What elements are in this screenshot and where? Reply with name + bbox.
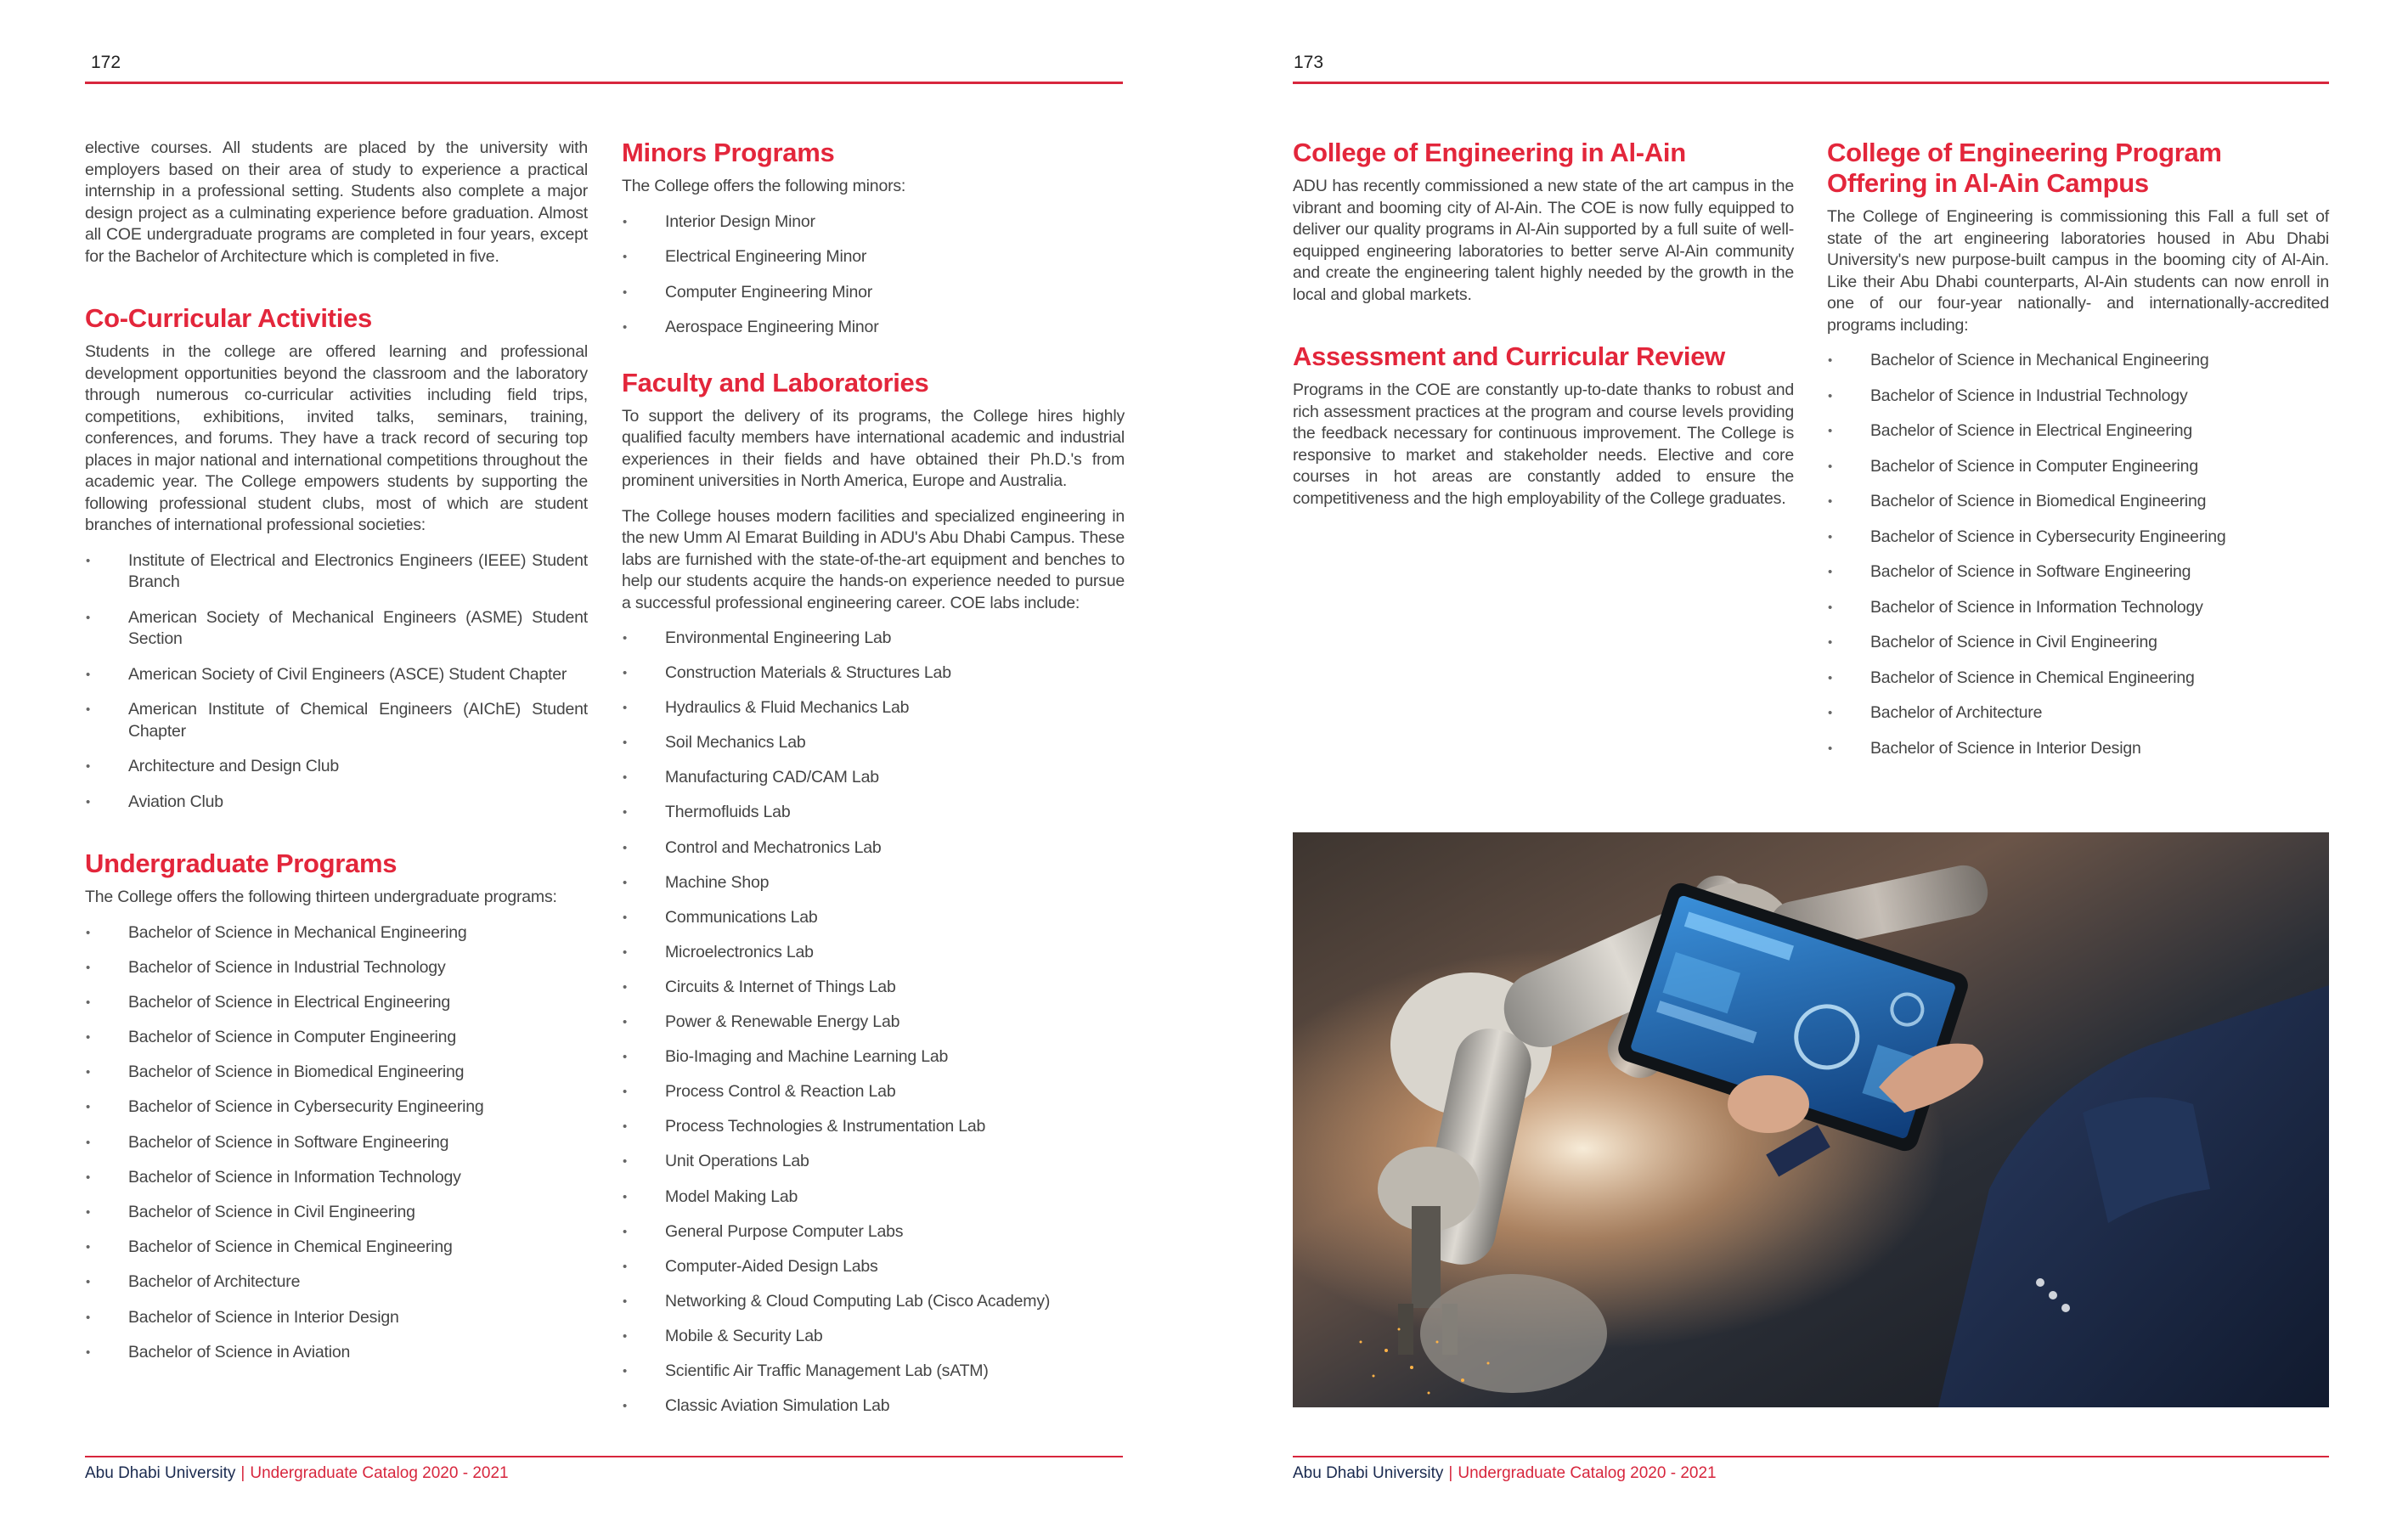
list-item: • American Institute of Chemical Engineers (AIChE) Student Chapter — [85, 699, 588, 742]
list-item: • Networking & Cloud Computing Lab (Cisco Academy) — [622, 1291, 1125, 1313]
footer — [85, 1464, 509, 1483]
labs-list — [622, 628, 1125, 1418]
list-item: • Bachelor of Science in Software Engineering — [1827, 561, 2329, 583]
left-column — [1293, 138, 1794, 510]
list-item: • Bachelor of Science in Electrical Engineering — [1827, 420, 2329, 443]
list-item: • Hydraulics & Fluid Mechanics Lab — [622, 697, 1125, 719]
right-column — [622, 138, 1125, 1418]
list-item: • Bachelor of Science in Information Technology — [85, 1167, 588, 1189]
list-item: • Bachelor of Science in Computer Engineering — [1827, 456, 2329, 478]
list-item: • Computer-Aided Design Labs — [622, 1256, 1125, 1278]
list-item: • Mobile & Security Lab — [622, 1326, 1125, 1348]
right-column — [1827, 138, 2329, 759]
undergraduate-heading: Undergraduate Programs — [85, 848, 398, 878]
co-curricular-paragraph: Students in the college are offered learning and professional development opportunities beyond the classroom and the laboratory through numerous co-curricular activities including field trips, competitions, exhibitions, invited talks, seminars, training, conferences, and forums. They have a track record of securing top places in major national and international competitions throughout the academic year. The College empowers students by supporting the following professional student clubs, most of which are student branches of international professional societies: — [85, 342, 588, 534]
list-item: • Bachelor of Science in Biomedical Engineering — [1827, 491, 2329, 513]
footer-organization: Abu Dhabi University — [85, 1464, 236, 1482]
list-item: • Bachelor of Science in Electrical Engineering — [85, 992, 588, 1014]
list-item: • Bachelor of Science in Industrial Technology — [85, 957, 588, 979]
header-rule — [1293, 82, 2329, 84]
footer-catalog: Undergraduate Catalog 2020 - 2021 — [1458, 1464, 1717, 1482]
list-item: • Thermofluids Lab — [622, 802, 1125, 824]
minors-intro: The College offers the following minors: — [622, 177, 906, 195]
footer-separator: | — [1448, 1464, 1453, 1482]
intro-paragraph: elective courses. All students are placed by the university with employers based on their area of study to experience a practical internship in a professional setting. Students also complete a major design project as a culminating experience before graduation. Almost all COE undergraduate programs are completed in four years, except for the Bachelor of Architecture which is completed in five. — [85, 138, 588, 266]
list-item: • Bachelor of Architecture — [85, 1271, 588, 1294]
list-item: • Communications Lab — [622, 907, 1125, 929]
footer — [1293, 1464, 1717, 1483]
list-item: • Bachelor of Science in Mechanical Engineering — [1827, 350, 2329, 372]
list-item: • Bachelor of Science in Information Technology — [1827, 597, 2329, 619]
list-item: • Architecture and Design Club — [85, 756, 588, 778]
list-item: • Unit Operations Lab — [622, 1151, 1125, 1173]
al-ain-heading: College of Engineering in Al-Ain — [1293, 138, 1686, 167]
footer-catalog: Undergraduate Catalog 2020 - 2021 — [250, 1464, 509, 1482]
minors-heading: Minors Programs — [622, 138, 835, 167]
list-item: • Bachelor of Science in Industrial Technology — [1827, 386, 2329, 408]
assessment-heading: Assessment and Curricular Review — [1293, 341, 1725, 371]
footer-rule — [85, 1456, 1123, 1457]
list-item: • Microelectronics Lab — [622, 942, 1125, 964]
al-ain-paragraph: ADU has recently commissioned a new state of the art campus in the vibrant and booming city of Al-Ain. The COE is now fully equipped to deliver our quality programs in Al-Ain supported by a full suite of well-equipped engineering laboratories to better serve Al-Ain community and create the engineering talent highly needed by the growth in the local and global markets. — [1293, 177, 1794, 304]
list-item: • Bachelor of Science in Civil Engineering — [85, 1202, 588, 1224]
list-item: • Bachelor of Science in Aviation — [85, 1342, 588, 1364]
co-curricular-heading: Co-Curricular Activities — [85, 303, 372, 333]
undergraduate-intro: The College offers the following thirteen undergraduate programs: — [85, 888, 557, 906]
footer-organization: Abu Dhabi University — [1293, 1464, 1444, 1482]
list-item: • Institute of Electrical and Electronics Engineers (IEEE) Student Branch — [85, 550, 588, 594]
al-ain-offering-paragraph: The College of Engineering is commissioning this Fall a full set of state of the art engineering laboratories housed in Abu Dhabi University's new purpose-built campus in the booming city of Al-Ain. Like their Abu Dhabi counterparts, Al-Ain students can now enroll in one of our four-year nationally- and internationally-accredited programs including: — [1827, 207, 2329, 335]
list-item: • Bachelor of Science in Civil Engineering — [1827, 632, 2329, 654]
header-rule — [85, 82, 1123, 84]
list-item: • Bachelor of Science in Chemical Engineering — [85, 1237, 588, 1259]
list-item: • Bio-Imaging and Machine Learning Lab — [622, 1046, 1125, 1068]
footer-separator: | — [240, 1464, 245, 1482]
list-item: • Aerospace Engineering Minor — [622, 317, 1125, 339]
al-ain-offering-heading: College of Engineering Program Offering in Al-Ain Campus — [1827, 138, 2222, 198]
list-item: • Power & Renewable Energy Lab — [622, 1012, 1125, 1034]
list-item: • Bachelor of Science in Cybersecurity Engineering — [1827, 527, 2329, 549]
list-item: • Model Making Lab — [622, 1187, 1125, 1209]
list-item: • General Purpose Computer Labs — [622, 1221, 1125, 1243]
list-item: • Environmental Engineering Lab — [622, 628, 1125, 650]
assessment-paragraph: Programs in the COE are constantly up-to-date thanks to robust and rich assessment practices at the program and course levels providing the feedback necessary for continuous improvement. The College is responsive to market and stakeholder needs. Elective and core courses in hot areas are constantly added to ensure the competitiveness and the high employability of the College graduates. — [1293, 381, 1794, 508]
list-item: • Electrical Engineering Minor — [622, 246, 1125, 268]
undergraduate-programs-list — [85, 922, 588, 1364]
robotics-photo — [1293, 832, 2329, 1407]
list-item: • Control and Mechatronics Lab — [622, 837, 1125, 860]
list-item: • Soil Mechanics Lab — [622, 732, 1125, 754]
faculty-paragraph-1: To support the delivery of its programs, the College hires highly qualified faculty members have international academic and industrial experiences in their fields and have obtained their Ph.D.'s from prominent universities in North America, Europe and Australia. — [622, 406, 1125, 490]
page-number: 173 — [1294, 53, 1324, 72]
clubs-list — [85, 550, 588, 814]
list-item: • Aviation Club — [85, 792, 588, 814]
robotics-photo-illustration — [1293, 832, 2329, 1407]
list-item: • American Society of Mechanical Engineers (ASME) Student Section — [85, 607, 588, 651]
page-number: 172 — [91, 53, 121, 72]
list-item: • Bachelor of Architecture — [1827, 702, 2329, 724]
list-item: • Bachelor of Science in Cybersecurity Engineering — [85, 1096, 588, 1119]
list-item: • Bachelor of Science in Computer Engineering — [85, 1027, 588, 1049]
list-item: • Machine Shop — [622, 872, 1125, 894]
minors-list — [622, 211, 1125, 339]
list-item: • Interior Design Minor — [622, 211, 1125, 234]
list-item: • Scientific Air Traffic Management Lab (sATM) — [622, 1361, 1125, 1383]
list-item: • Bachelor of Science in Interior Design — [1827, 738, 2329, 760]
list-item: • Classic Aviation Simulation Lab — [622, 1395, 1125, 1418]
list-item: • Process Technologies & Instrumentation Lab — [622, 1116, 1125, 1138]
list-item: • Bachelor of Science in Chemical Engineering — [1827, 668, 2329, 690]
list-item: • Process Control & Reaction Lab — [622, 1081, 1125, 1103]
list-item: • Computer Engineering Minor — [622, 282, 1125, 304]
list-item: • Manufacturing CAD/CAM Lab — [622, 767, 1125, 789]
footer-rule — [1293, 1456, 2329, 1457]
list-item: • American Society of Civil Engineers (ASCE) Student Chapter — [85, 664, 588, 686]
list-item: • Bachelor of Science in Mechanical Engineering — [85, 922, 588, 944]
list-item: • Bachelor of Science in Biomedical Engineering — [85, 1062, 588, 1084]
faculty-paragraph-2: The College houses modern facilities and specialized engineering in the new Umm Al Emarat Building in ADU's Abu Dhabi Campus. These labs are furnished with the state-of-the-art equipment and benches to help our students acquire the hands-on experience needed to pursue a successful professional engineering career. COE labs include: — [622, 506, 1125, 612]
list-item: • Bachelor of Science in Interior Design — [85, 1307, 588, 1329]
list-item: • Construction Materials & Structures Lab — [622, 662, 1125, 685]
list-item: • Circuits & Internet of Things Lab — [622, 977, 1125, 999]
al-ain-programs-list — [1827, 350, 2329, 759]
left-column — [85, 138, 588, 1363]
list-item: • Bachelor of Science in Software Engineering — [85, 1132, 588, 1154]
faculty-heading: Faculty and Laboratories — [622, 367, 929, 397]
